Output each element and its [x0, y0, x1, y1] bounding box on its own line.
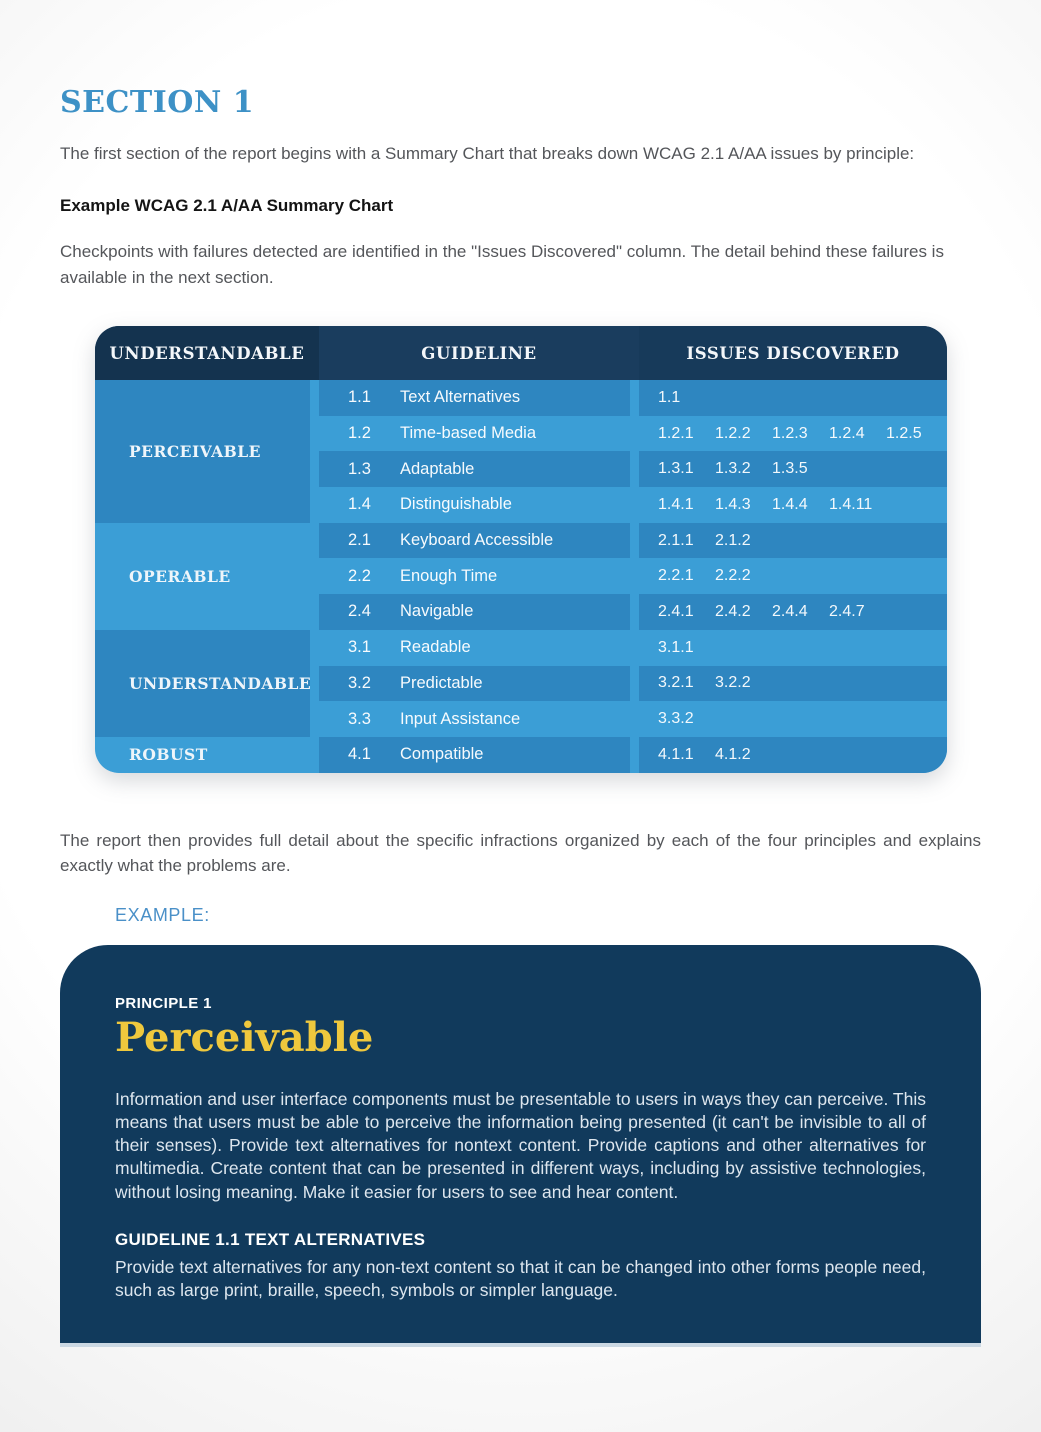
issue-ref: 1.4.3 [715, 495, 751, 513]
issues-row-1.4 [639, 487, 947, 523]
principle-cell-robust: ROBUST [129, 745, 208, 765]
principle-kicker: PRINCIPLE 1 [115, 994, 212, 1012]
issues-row-1.2 [639, 416, 947, 452]
guideline-number: 1.3 [348, 459, 371, 478]
principle-panel [60, 945, 981, 1343]
page-content [0, 85, 1041, 926]
issue-ref: 2.4.1 [658, 602, 694, 620]
issue-ref: 1.4.4 [772, 495, 808, 513]
guideline-number: 4.1 [348, 745, 371, 764]
issue-ref: 2.4.2 [715, 602, 751, 620]
detail-note: The report then provides full detail about the specific infractions organized by each of the four principles and explains exactly what the problems are. [60, 830, 981, 876]
issue-ref: 3.3.2 [658, 710, 694, 728]
guideline-name: Distinguishable [400, 495, 512, 514]
issue-ref: 2.4.4 [772, 602, 808, 620]
wcag-summary-table [95, 326, 947, 773]
section-title: SECTION 1 [60, 85, 255, 120]
guideline-row-1.4 [319, 487, 630, 523]
issues-row-3.1 [639, 630, 947, 666]
header-cell-guideline: GUIDELINE [421, 343, 537, 363]
issue-ref: 4.1.1 [658, 745, 694, 763]
guideline-name: Readable [400, 638, 471, 657]
guideline-row-2.4 [319, 594, 630, 630]
guideline-number: 1.2 [348, 424, 371, 443]
issue-ref: 1.2.5 [886, 424, 922, 442]
principle-cell-understandable: UNDERSTANDABLE [95, 630, 310, 737]
guideline-row-1.1 [319, 380, 630, 416]
guideline-row-3.1 [319, 630, 630, 666]
guideline-row-2.1 [319, 523, 630, 559]
issue-ref: 1.3.5 [772, 460, 808, 478]
summary-table-header-row [95, 326, 947, 380]
issue-ref: 1.2.4 [829, 424, 865, 442]
guideline-name: Text Alternatives [400, 388, 521, 407]
guideline-number: 3.3 [348, 709, 371, 728]
issue-ref: 2.2.2 [715, 567, 751, 585]
guideline-name: Keyboard Accessible [400, 531, 554, 550]
issues-row-4.1 [639, 737, 947, 773]
guideline-number: 3.1 [348, 638, 371, 657]
guideline-name: Predictable [400, 673, 483, 692]
issues-row-2.2 [639, 558, 947, 594]
guideline-name: Adaptable [400, 459, 475, 478]
issues-row-2.4 [639, 594, 947, 630]
report-page [0, 85, 1041, 1432]
guideline-name: Time-based Media [400, 424, 537, 443]
issues-row-1.3 [639, 451, 947, 487]
issue-ref: 2.1.1 [658, 531, 694, 549]
guideline-heading: GUIDELINE 1.1 TEXT ALTERNATIVES [115, 1229, 426, 1249]
header-cell-principle: UNDERSTANDABLE [95, 326, 319, 380]
guideline-name: Compatible [400, 745, 484, 764]
guideline-number: 3.2 [348, 673, 371, 692]
guideline-number: 2.4 [348, 602, 371, 621]
example-label: EXAMPLE: [115, 904, 210, 925]
guideline-row-1.2 [319, 416, 630, 452]
issue-ref: 1.2.1 [658, 424, 694, 442]
guideline-text: Provide text alternatives for any non-text content so that it can be changed into other forms people need, such as large print, braille, speech, symbols or simpler language. [115, 1256, 926, 1301]
issue-ref: 1.2.2 [715, 424, 751, 442]
issues-row-3.3 [639, 701, 947, 737]
intro-paragraph: The first section of the report begins with a Summary Chart that breaks down WCAG 2.1 A/AA issues by principle: [60, 144, 915, 163]
summary-table-body [95, 380, 947, 773]
principle-title: Perceivable [115, 1013, 374, 1061]
guideline-number: 2.1 [348, 531, 371, 550]
next-card-edge [60, 1343, 981, 1347]
chart-caption: Example WCAG 2.1 A/AA Summary Chart [60, 195, 394, 215]
issue-ref: 2.2.1 [658, 567, 694, 585]
issue-ref: 1.4.1 [658, 495, 694, 513]
checkpoints-note: Checkpoints with failures detected are identified in the "Issues Discovered" column. The detail behind these failures is available in the next section. [60, 242, 944, 287]
issues-row-3.2 [639, 666, 947, 702]
guideline-number: 2.2 [348, 566, 371, 585]
principle-description: Information and user interface components must be presentable to users in ways they can perceive. This means that users must be able to perceive the information being presented (it can't be invisible to all of their senses). Provide text alternatives for nontext content. Provide captions and other alternatives for multimedia. Create content that can be presented in different ways, including by assistive technologies, without losing meaning. Make it easier for users to see and hear content. [115, 1088, 926, 1202]
guideline-row-3.2 [319, 666, 630, 702]
guideline-number: 1.4 [348, 495, 371, 514]
guideline-row-4.1 [319, 737, 630, 773]
issue-ref: 1.1 [658, 388, 681, 406]
issue-ref: 3.2.1 [658, 674, 694, 692]
principle-cell-perceivable: PERCEIVABLE [95, 380, 310, 523]
issue-ref: 1.4.11 [829, 495, 873, 513]
guideline-row-1.3 [319, 451, 630, 487]
principle-cell-operable: OPERABLE [129, 566, 231, 586]
issue-ref: 1.3.1 [658, 460, 694, 478]
guideline-number: 1.1 [348, 388, 371, 407]
issue-ref: 2.4.7 [829, 602, 865, 620]
issue-ref: 3.1.1 [658, 638, 694, 656]
issue-ref: 4.1.2 [715, 745, 751, 763]
issue-ref: 3.2.2 [715, 674, 751, 692]
guideline-name: Input Assistance [400, 709, 521, 728]
issue-ref: 1.3.2 [715, 460, 751, 478]
guideline-row-3.3 [319, 701, 630, 737]
issues-row-2.1 [639, 523, 947, 559]
guideline-name: Navigable [400, 602, 474, 621]
issue-ref: 1.2.3 [772, 424, 808, 442]
guideline-name: Enough Time [400, 566, 498, 585]
issues-row-1.1 [639, 380, 947, 416]
guideline-row-2.2 [319, 558, 630, 594]
issue-ref: 2.1.2 [715, 531, 751, 549]
header-cell-issues: ISSUES DISCOVERED [639, 326, 947, 380]
